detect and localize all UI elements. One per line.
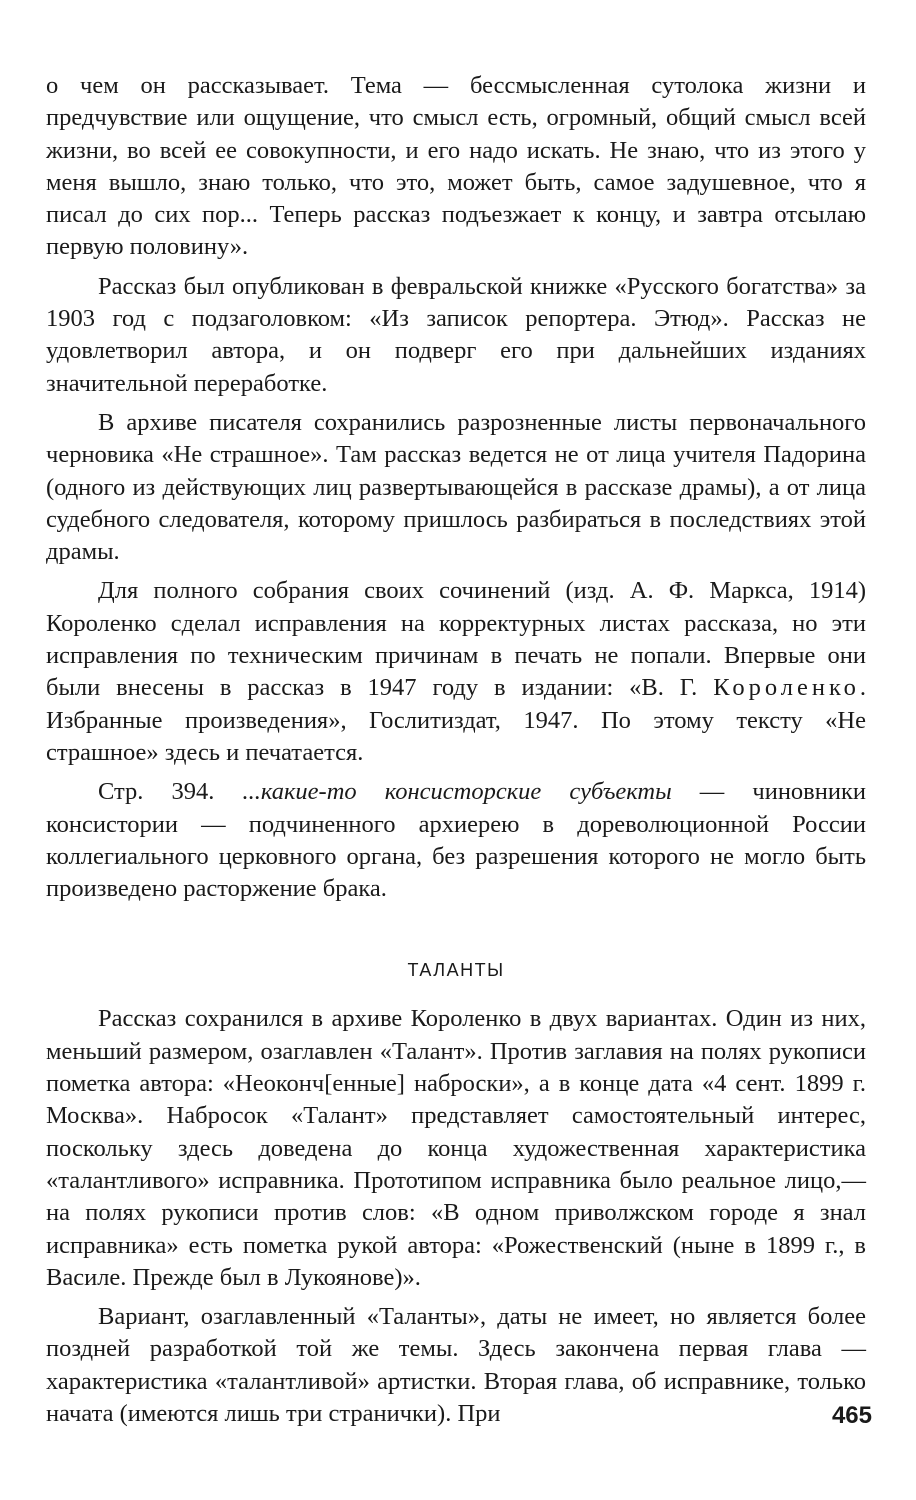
paragraph-publication: Рассказ был опубликован в февральской книжке «Русского богатства» за 1903 год с подзаголовком: «Из записок репортера. Этюд». Рассказ не удовлетворил автора, и он подверг его при дальнейших изданиях значительной переработке.	[46, 272, 866, 397]
page-number: 465	[831, 1402, 872, 1429]
note-explanation: — чиновники консистории — подчиненного архиерею в дореволюционной России коллегиального церковного органа, без разрешения которого не могло быть произведено расторжение брака.	[46, 778, 866, 903]
author-name-spaced: Короленко	[713, 674, 860, 702]
paragraph-corrections	[46, 575, 866, 769]
corrections-text-b: . Избранные произведения», Гослитиздат, 1947. По этому тексту «Не страшное» здесь и печатается.	[46, 674, 866, 766]
paragraph-note	[46, 776, 866, 905]
note-page-reference: Стр. 394.	[98, 778, 243, 806]
note-quoted-phrase: ...какие-то консисторские субъекты	[242, 778, 672, 806]
paragraph-talanty-manuscripts: Рассказ сохранился в архиве Короленко в двух вариантах. Один из них, меньший размером, озаглавлен «Талант». Против заглавия на полях рукописи пометка автора: «Неоконч[енные] наброски», а в конце дата «4 сент. 1899 г. Москва». Набросок «Талант» представляет самостоятельный интерес, поскольку здесь доведена до конца художественная характеристика «талантливого» исправника. Прототипом исправника было реальное лицо,— на полях рукописи против слов: «В одном приволжском городе я знал исправника» есть пометка рукой автора: «Рожественский (ныне в 1899 г., в Василе. Прежде был в Лукоянове)».	[46, 1005, 866, 1291]
corrections-text-a: Для полного собрания своих сочинений (изд. А. Ф. Маркса, 1914) Короленко сделал исправления на корректурных листах рассказа, но эти исправления по техническим причинам в печать не попали. Впервые они были внесены в рассказ в 1947 году в издании: «В. Г.	[46, 577, 866, 702]
page-body	[46, 70, 866, 1437]
paragraph-continuation: о чем он рассказывает. Тема — бессмысленная сутолока жизни и предчувствие или ощущение, что смысл есть, огромный, общий смысл всей жизни, во всей ее совокупности, и его надо искать. Не знаю, что из этого у меня вышло, знаю только, что это, может быть, самое задушевное, что я писал до сих пор... Теперь рассказ подъезжает к концу, и завтра отсылаю первую половину».	[46, 72, 866, 261]
paragraph-archive-draft: В архиве писателя сохранились разрозненные листы первоначального черновика «Не страшное». Там рассказ ведется не от лица учителя Падорина (одного из действующих лиц развертывающейся в рассказе драмы), а от лица судебного следователя, которому пришлось разбираться в последствиях этой драмы.	[46, 408, 866, 566]
paragraph-talanty-variant: Вариант, озаглавленный «Таланты», даты не имеет, но является более поздней разработкой той же темы. Здесь закончена первая глава — характеристика «талантливой» артистки. Вторая глава, об исправнике, только начата (имеются лишь три странички). При	[46, 1303, 866, 1427]
section-heading: ТАЛАНТЫ	[407, 960, 505, 981]
